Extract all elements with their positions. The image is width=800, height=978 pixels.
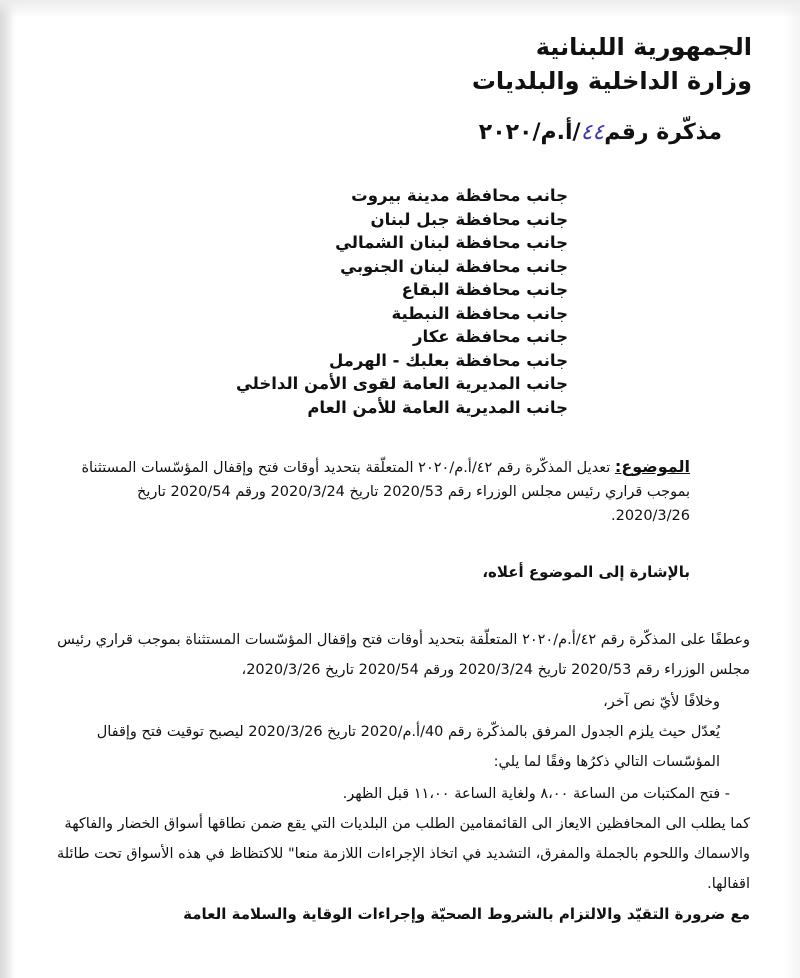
- body-paragraph-2: وخلافًا لأيّ نص آخر،: [603, 694, 720, 710]
- recipient-item: جانب المديرية العامة لقوى الأمن الداخلي: [235, 374, 568, 393]
- memo-number-handwritten: ٤٤: [580, 120, 605, 145]
- bullet-item: - فتح المكتبات من الساعة ٨،٠٠ ولغاية الساعة ١١،٠٠ قبل الظهر.: [50, 779, 730, 809]
- body-paragraph-3: يُعدّل حيث يلزم الجدول المرفق بالمذكّرة رقم 40/أ.م/2020 تاريخ 2020/3/26 ليصبح توقيت فتح وإقفال المؤسّسات التالي ذكرُها وفقًا لما يلي:: [96, 724, 720, 770]
- recipient-item: جانب محافظة لبنان الشمالي: [335, 233, 568, 252]
- scan-top-smudge: [0, 0, 800, 18]
- body-paragraph-4: كما يطلب الى المحافظين الايعاز الى القائمقامين الطلب من البلديات التي يقع ضمن نطاقها أسواق الخضار والفاكهة والاسماك واللحوم بالجملة والمفرق، التشديد في اتخاذ الإجراءات اللازمة منعا" للاكتظاظ في هذه الأسواق تحت طائلة اقفالها.: [56, 816, 750, 892]
- recipient-item: جانب محافظة مدينة بيروت: [351, 186, 568, 205]
- recipient-item: جانب المديرية العامة للأمن العام: [307, 397, 568, 417]
- scan-edge-shadow: [0, 0, 14, 978]
- recipient-item: جانب محافظة النبطية: [391, 303, 568, 323]
- bullet-list: [50, 779, 750, 809]
- recipient-item: جانب محافظة بعلبك - الهرمل: [328, 350, 568, 370]
- memo-body: [50, 625, 750, 929]
- letterhead-ministry: وزارة الداخلية والبلديات: [471, 67, 752, 95]
- closing-line: مع ضرورة التقيّد والالتزام بالشروط الصحيّة وإجراءات الوقاية والسلامة العامة: [183, 905, 750, 923]
- body-paragraph-1: وعطفًا على المذكّرة رقم ٤٢/أ.م/٢٠٢٠ المتعلّقة بتحديد أوقات فتح وإقفال المؤسّسات المستثناة بموجب قراري رئيس مجلس الوزراء رقم 2020/53 تاريخ 2020/3/24 ورقم 2020/54 تاريخ 2020/3/26،: [57, 632, 750, 678]
- subject-block: [80, 455, 690, 528]
- memo-number-suffix: /أ.م/٢٠٢٠: [478, 120, 581, 145]
- memo-number-prefix: مذكّرة رقم: [604, 120, 722, 145]
- subject-text: تعديل المذكّرة رقم ٤٢/أ.م/٢٠٢٠ المتعلّقة بتحديد أوقات فتح وإقفال المؤسّسات المستثناة بموجب قراري رئيس مجلس الوزراء رقم 2020/53 تاريخ 2020/3/24 ورقم 2020/54 تاريخ 2020/3/26.: [81, 460, 690, 524]
- reference-line: بالإشارة إلى الموضوع أعلاه،: [482, 563, 690, 581]
- recipient-item: جانب محافظة جبل لبنان: [370, 209, 568, 229]
- letterhead-republic: الجمهورية اللبنانية: [535, 33, 752, 61]
- recipients-list: [236, 184, 568, 419]
- letterhead: [472, 30, 752, 98]
- subject-label: الموضوع:: [614, 457, 690, 476]
- recipient-item: جانب محافظة لبنان الجنوبي: [340, 256, 568, 276]
- recipient-item: جانب محافظة البقاع: [401, 280, 568, 299]
- memo-number: [479, 118, 722, 148]
- recipient-item: جانب محافظة عكار: [413, 327, 568, 346]
